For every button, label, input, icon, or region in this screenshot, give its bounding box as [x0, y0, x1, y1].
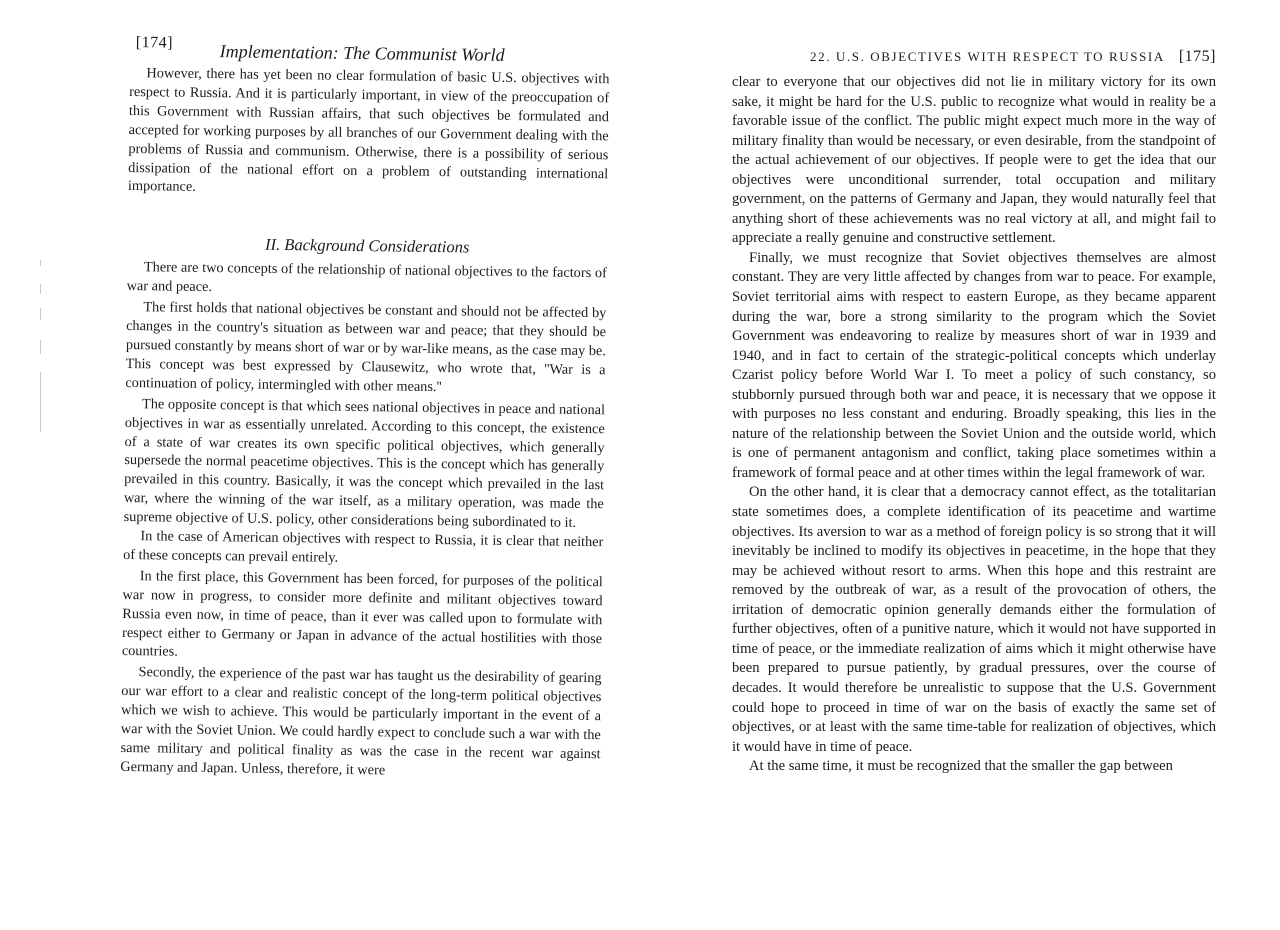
- paragraph: In the first place, this Government has been forced, for purposes of the political war now in progress, to consider more definite and militant objectives toward Russia even now, in time of peace, than it ever was called upon to formulate with respect either to Germany or Japan in advance of the actual hostilities with those countries.: [121, 568, 603, 661]
- right-page-number: [175]: [1178, 48, 1216, 65]
- scan-mark: [40, 340, 41, 354]
- right-body-text: [732, 73, 1216, 777]
- left-body-text: [120, 258, 607, 783]
- paragraph: The first holds that national objectives be constant and should not be affected by changes in the country's situation as between war and peace; that they should be pursued constantly by means short of war or by war-like means, as the case may be. This concept was best expressed by Clausewitz, who wrote that, ''War is a continuation of policy, intermingled with other means.'': [125, 299, 607, 395]
- left-page: [120, 30, 610, 783]
- paragraph: Finally, we must recognize that Soviet objectives themselves are almost constant. They are very little affected by changes from war to peace. For example, Soviet territorial aims with respect to eastern Europe, as they became apparent during the war, bore a strong similarity to the program which the Soviet Government was endeavoring to realize by measures short of war in 1939 and 1940, and in fact to certain of the strategic-political concepts which underlay Czarist policy before World War I. To meet a policy of such constancy, so stubbornly pursued through both war and peace, it is necessary that we oppose it with purposes no less constant and enduring. Broadly speaking, this lies in the nature of the relationship between the Soviet Union and the outside world, which is one of permanent antagonism and conflict, taking place sometimes within a framework of formal peace and at other times within the legal framework of war.: [732, 249, 1216, 481]
- section-heading: II. Background Considerations: [264, 235, 470, 257]
- left-page-number: [174]: [135, 34, 174, 52]
- paragraph: However, there has yet been no clear formulation of basic U.S. objectives with respect to Russia. And it is particularly important, in view of the preoccupation of this Government with Russian affairs, that such objectives be formulated and accepted for working purposes by all branches of our Government dealing with the problems of Russia and communism. Otherwise, there is a possibility of serious dissipation of the national effort on a problem of outstanding international importance.: [127, 65, 610, 196]
- paragraph: clear to everyone that our objectives did not lie in military victory for its own sake, it might be hard for the U.S. public to recognize what would in reality be a favorable issue of the conflict. The public might expect much more in the way of military finality than would be necessary, or even desirable, from the standpoint of the actual achievement of our objectives. If people were to get the idea that our objectives were unconditional surrender, total occupation and military government, on the patterns of Germany and Japan, they would naturally feel that anything short of these achievements was no real victory at all, and might fail to appreciate a really genuine and constructive settlement.: [732, 74, 1216, 247]
- scan-mark: [40, 372, 41, 432]
- scan-mark: [40, 308, 41, 320]
- left-running-head: [130, 30, 610, 70]
- paragraph: Secondly, the experience of the past war has taught us the desirability of gearing our war effort to a clear and realistic concept of the long-term political objectives which we wish to achieve. This would be particularly important in the event of a war with the Soviet Union. We could hardly expect to conclude such a war with the same military and political finality as was the case in the recent war against Germany and Japan. Unless, therefore, it were: [120, 664, 602, 779]
- right-page: [732, 45, 1216, 777]
- paragraph: The opposite concept is that which sees national objectives in peace and national objectives in war as essentially unrelated. According to this concept, the existence of a state of war creates its own specific political objectives, which generally supersede the normal peacetime objectives. This is the concept which has generally prevailed in this country. Basically, it was the concept which prevailed in the last war, where the winning of the war itself, as a military operation, was made the supreme objective of U.S. policy, other considerations being subordinated to it.: [123, 395, 606, 532]
- right-running-head: [732, 45, 1216, 73]
- right-running-title: 22. U.S. OBJECTIVES WITH RESPECT TO RUSSIA: [810, 49, 1165, 64]
- scan-mark: [40, 260, 41, 266]
- scan-margin-marks: [40, 260, 44, 440]
- paragraph: There are two concepts of the relationship of national objectives to the factors of war and peace.: [126, 259, 607, 296]
- left-running-title: Implementation: The Communist World: [219, 41, 505, 65]
- paragraph: On the other hand, it is clear that a democracy cannot effect, as the totalitarian state sometimes does, a complete identification of its peacetime and wartime objectives. Its aversion to war as a method of foreign policy is so strong that it will inevitably be inclined to modify its objectives in peacetime, in the hope that they may be achieved without resort to arms. When this hope and this restraint are removed by the outbreak of war, as a result of the provocation of others, the irritation of democratic opinion generally demands either the formulation of further objectives, often of a punitive nature, which it would not have supported in time of peace, or the immediate realization of aims which it might otherwise have been prepared to pursue patiently, by gradual pressures, over the course of decades. It would therefore be unrealistic to suppose that the U.S. Government could hope to proceed in time of war on the basis of exactly the same set of objectives, or at least with the same time-table for realization of objectives, which it would have in time of peace.: [732, 484, 1216, 755]
- scan-mark: [40, 284, 41, 294]
- paragraph: At the same time, it must be recognized that the smaller the gap between: [749, 758, 1173, 775]
- paragraph: In the case of American objectives with respect to Russia, it is clear that neither of these concepts can prevail entirely.: [123, 528, 604, 566]
- left-intro-text: [128, 64, 610, 203]
